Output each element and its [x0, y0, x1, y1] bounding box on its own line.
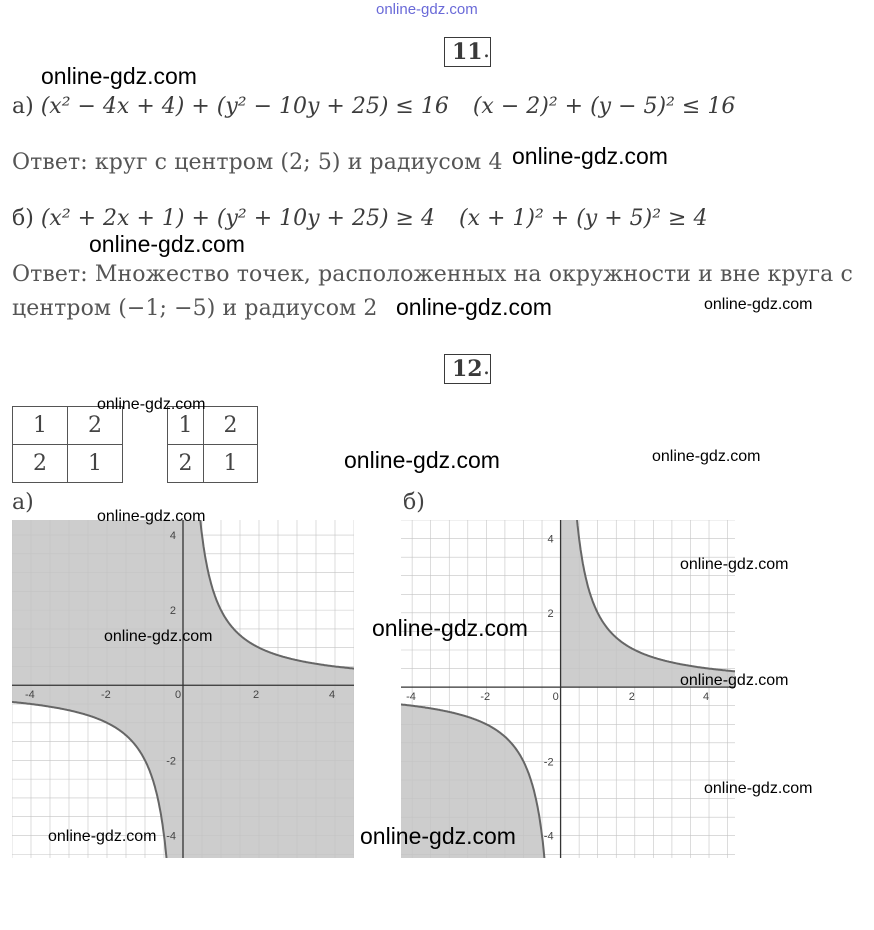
table-cell: 2 — [13, 445, 68, 483]
watermark: online-gdz.com — [372, 615, 528, 641]
watermark: online-gdz.com — [680, 556, 789, 573]
watermark: online-gdz.com — [97, 508, 206, 525]
watermark: online-gdz.com — [89, 231, 245, 257]
task11-b-equation — [12, 206, 707, 231]
table-cell: 1 — [168, 407, 204, 445]
watermark: online-gdz.com — [652, 448, 761, 465]
watermark: online-gdz.com — [104, 628, 213, 645]
task-number-12: 12 — [444, 354, 491, 384]
watermark: online-gdz.com — [97, 396, 206, 413]
table-cell: 2 — [168, 445, 204, 483]
y-tick-label: 4 — [547, 533, 554, 546]
task-number-11: 11 — [444, 37, 491, 67]
task11-a-rhs: (x − 2)² + (y − 5)² ≤ 16 — [472, 94, 736, 119]
task11-b-answer-line2: центром (−1; −5) и радиусом 2 — [12, 296, 378, 321]
x-tick-label: 4 — [329, 689, 336, 702]
table-cell: 1 — [13, 407, 68, 445]
task11-a-prefix: а) — [12, 94, 41, 119]
watermark: online-gdz.com — [344, 447, 500, 473]
x-tick-label: 2 — [253, 689, 260, 702]
x-tick-label: 4 — [703, 691, 710, 704]
task11-a-lhs: (x² − 4x + 4) + (y² − 10y + 25) ≤ 16 — [40, 94, 449, 119]
x-tick-label: -4 — [25, 689, 35, 702]
watermark: online-gdz.com — [512, 143, 668, 169]
watermark: online-gdz.com — [360, 823, 516, 849]
task-number-dot: . — [483, 355, 490, 380]
table-cell: 1 — [68, 445, 123, 483]
task11-b-rhs: (x + 1)² + (y + 5)² ≥ 4 — [458, 206, 708, 231]
graph-a — [12, 520, 354, 858]
watermark: online-gdz.com — [680, 672, 789, 689]
watermark: online-gdz.com — [396, 294, 552, 320]
y-tick-label: 4 — [169, 530, 176, 543]
watermark: online-gdz.com — [704, 296, 813, 313]
x-tick-label: -2 — [101, 689, 111, 702]
x-tick-label: -2 — [480, 691, 491, 704]
watermark: online-gdz.com — [41, 63, 197, 89]
y-tick-label: -4 — [543, 830, 554, 843]
task11-b-prefix: б) — [12, 206, 41, 231]
task-number-dot: . — [483, 38, 490, 63]
sign-table-left — [12, 406, 123, 483]
y-tick-label: -2 — [166, 755, 176, 768]
y-tick-label: 2 — [547, 607, 554, 620]
y-tick-label: -4 — [166, 830, 176, 843]
task11-b-answer-line1: Ответ: Множество точек, расположенных на окружности и вне круга с — [12, 262, 853, 287]
table-cell: 2 — [204, 407, 258, 445]
graph-a-label: а) — [12, 490, 34, 515]
sign-table-right — [167, 406, 258, 483]
watermark: online-gdz.com — [704, 780, 813, 797]
watermark: online-gdz.com — [48, 828, 157, 845]
x-tick-label: 2 — [628, 691, 635, 704]
y-tick-label: -2 — [543, 756, 554, 769]
task11-b-lhs: (x² + 2x + 1) + (y² + 10y + 25) ≥ 4 — [40, 206, 435, 231]
task11-a-equation — [12, 94, 735, 119]
graph-b-label: б) — [403, 490, 425, 515]
x-tick-label: -4 — [406, 691, 416, 704]
table-cell: 1 — [204, 445, 258, 483]
y-tick-label: 2 — [169, 605, 176, 618]
x-tick-label: 0 — [552, 691, 559, 704]
x-tick-label: 0 — [175, 689, 182, 702]
table-cell: 2 — [68, 407, 123, 445]
task11-a-answer: Ответ: круг с центром (2; 5) и радиусом 4 — [12, 150, 503, 175]
top-watermark: online-gdz.com — [376, 1, 478, 18]
